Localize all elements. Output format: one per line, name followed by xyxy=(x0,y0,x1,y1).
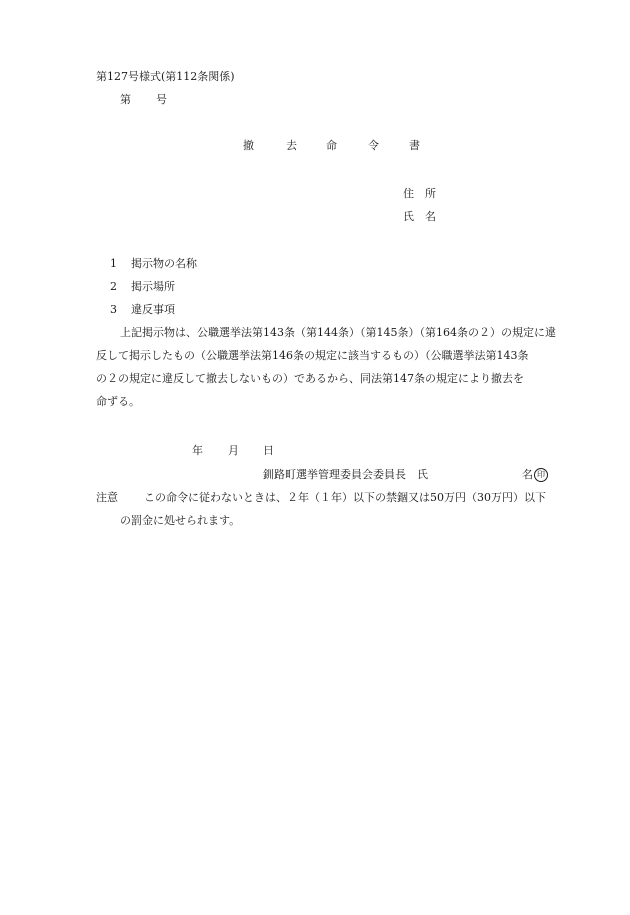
date-day: 日 xyxy=(263,444,274,457)
body-line-1: 上記掲示物は、公職選挙法第143条（第144条）（第145条）（第164条の２）の規定に違 xyxy=(120,326,556,339)
date-month: 月 xyxy=(228,444,239,457)
notice-line-1: この命令に従わないときは、２年（１年）以下の禁錮又は50万円（30万円）以下 xyxy=(144,491,546,504)
issuer-title: 釧路町選挙管理委員会委員長 氏 xyxy=(263,468,428,481)
body-line-3: の２の規定に違反して撤去しないもの）であるから、同法第147条の規定により撤去を xyxy=(96,372,524,385)
item-number: 1 xyxy=(110,257,117,270)
title-char-5: 書 xyxy=(409,139,420,152)
notice-line-2: の罰金に処せられます。 xyxy=(120,514,241,527)
title-char-1: 撤 xyxy=(243,139,254,152)
doc-number-prefix: 第 xyxy=(120,93,131,106)
title-char-4: 令 xyxy=(368,139,379,152)
address-label: 住 所 xyxy=(403,187,436,200)
seal-name-char: 名 xyxy=(522,468,533,481)
body-line-4: 命ずる。 xyxy=(96,395,140,408)
form-number: 第127号様式(第112条関係) xyxy=(96,70,235,83)
item-number: 2 xyxy=(110,280,117,293)
issuer-seal-label xyxy=(522,468,548,482)
date-year: 年 xyxy=(192,444,203,457)
item-label-violation: 違反事項 xyxy=(131,303,175,316)
name-label: 氏 名 xyxy=(403,210,436,223)
doc-number-suffix: 号 xyxy=(156,93,167,106)
item-label-location: 掲示場所 xyxy=(131,280,175,293)
title-char-3: 命 xyxy=(326,139,337,152)
body-line-2: 反して掲示したもの（公職選挙法第146条の規定に該当するもの）（公職選挙法第143条 xyxy=(96,349,529,362)
item-label-name: 掲示物の名称 xyxy=(131,257,197,270)
seal-mark: 印 xyxy=(534,468,548,482)
notice-label: 注意 xyxy=(96,491,118,504)
item-number: 3 xyxy=(110,303,117,316)
title-char-2: 去 xyxy=(286,139,297,152)
